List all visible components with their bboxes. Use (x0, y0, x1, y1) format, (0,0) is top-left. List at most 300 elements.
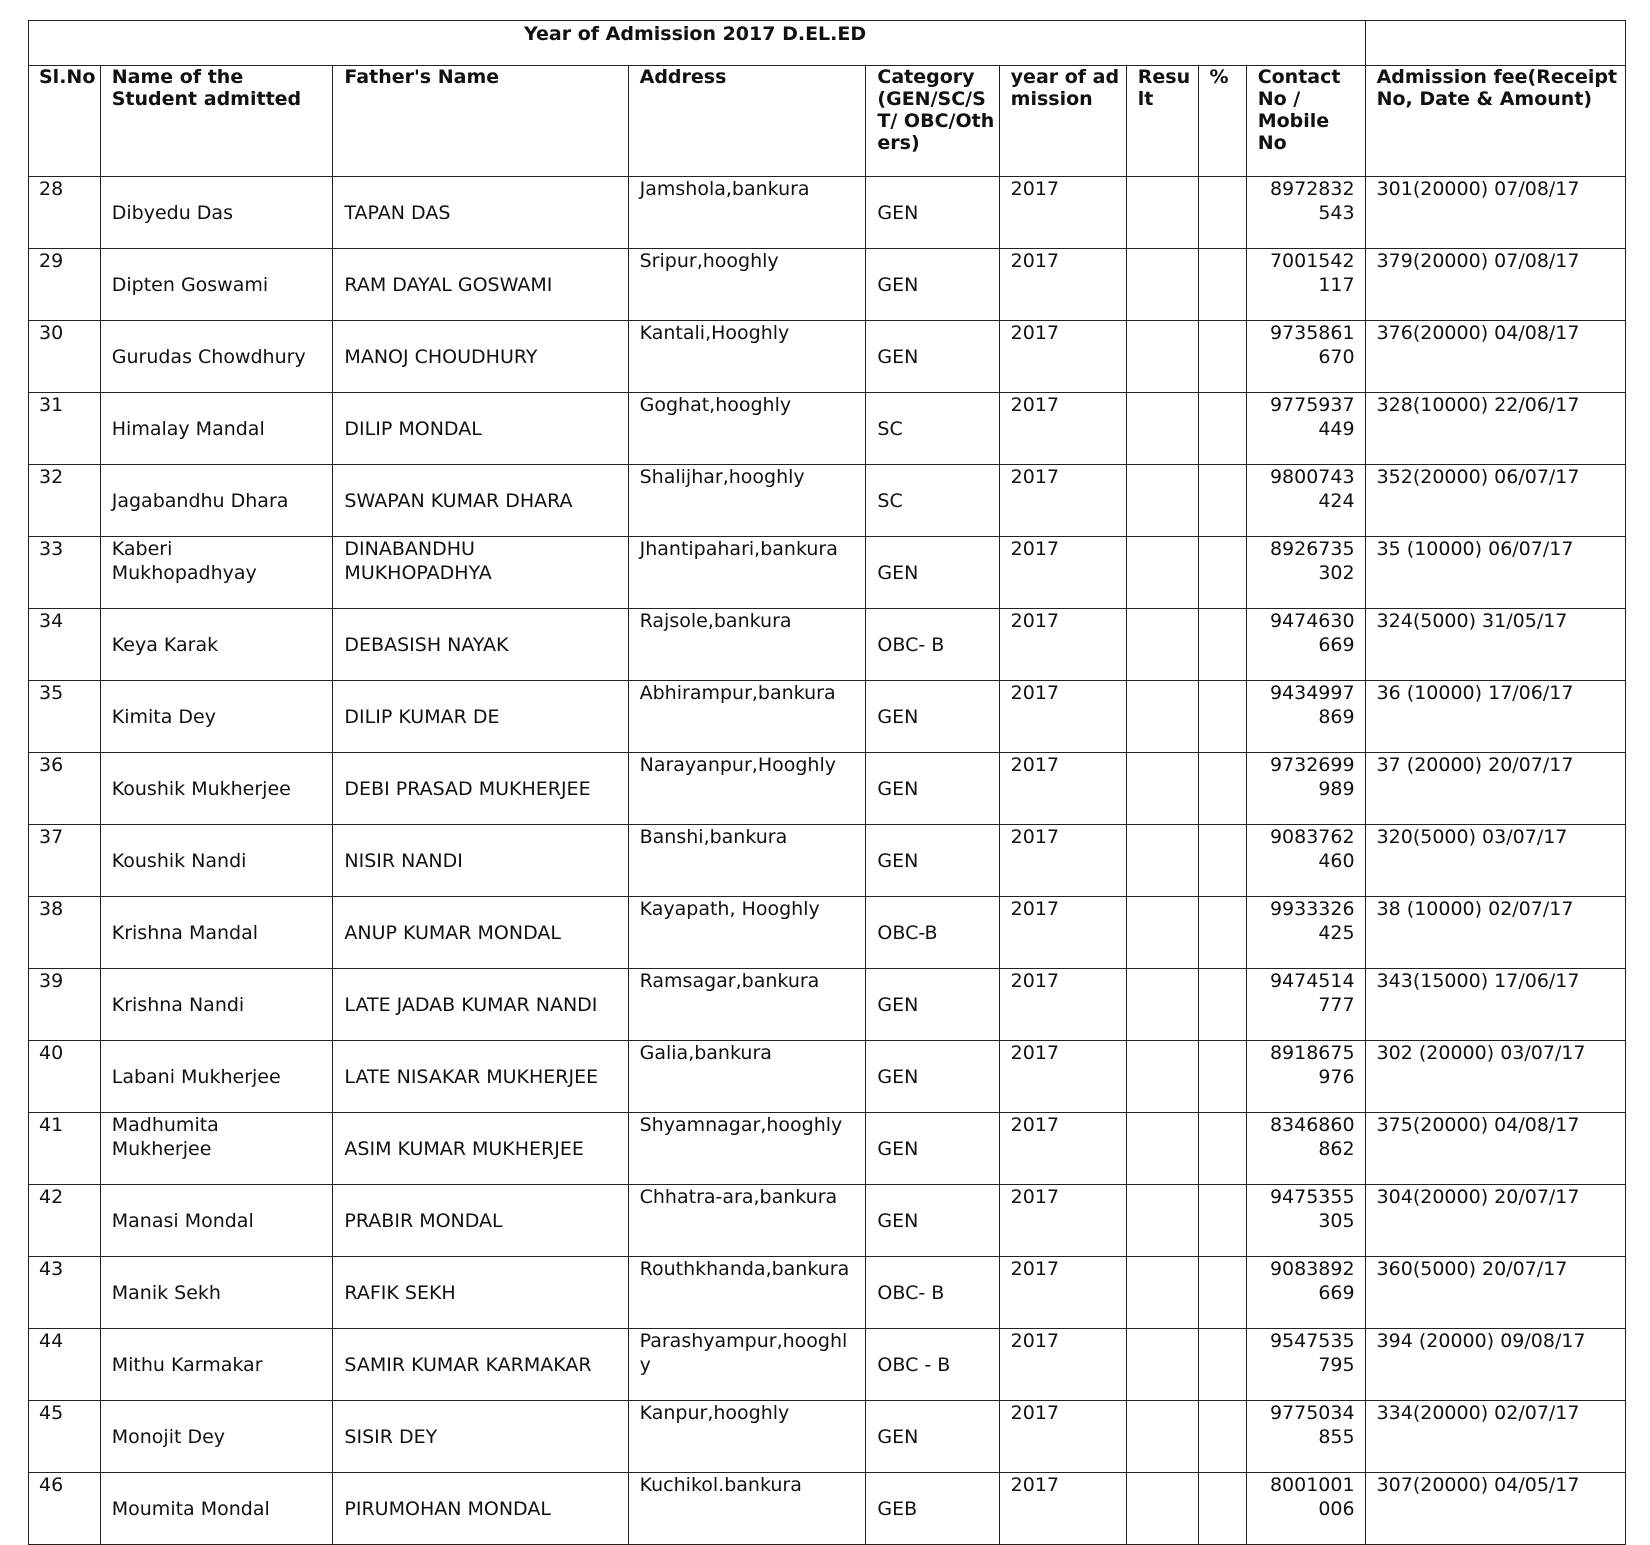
cell-contact (1246, 249, 1365, 321)
slno-value: 44 (39, 1330, 64, 1352)
category: GEN (877, 346, 919, 368)
cell-father-name (333, 1113, 628, 1185)
table-row (29, 321, 1626, 393)
cell-slno (29, 1329, 101, 1401)
cell-father-name (333, 393, 628, 465)
category: OBC- B (877, 1282, 945, 1304)
admission-fee: 352(20000) 06/07/17 (1376, 466, 1580, 488)
category: SC (877, 418, 903, 440)
cell-admission-fee (1365, 393, 1625, 465)
admission-fee: 38 (10000) 02/07/17 (1376, 898, 1574, 920)
category: GEN (877, 202, 919, 224)
percent-value (1210, 537, 1242, 561)
percent-value (1210, 1473, 1242, 1497)
father-name: LATE JADAB KUMAR NANDI (344, 994, 598, 1016)
contact-number-part: 9775937 (1269, 394, 1355, 416)
title-row (29, 21, 1626, 66)
cell-father-name (333, 537, 628, 609)
cell-contact (1246, 321, 1365, 393)
cell-contact (1246, 465, 1365, 537)
cell-admission-fee (1365, 537, 1625, 609)
slno-value: 41 (39, 1114, 64, 1136)
cell-father-name (333, 969, 628, 1041)
cell-percent (1198, 1113, 1246, 1185)
header-category: Category (GEN/SC/ST/ OBC/Others) (866, 66, 999, 177)
table-row (29, 1473, 1626, 1545)
cell-slno (29, 681, 101, 753)
slno-value: 34 (39, 610, 64, 632)
cell-result (1126, 321, 1198, 393)
cell-category (866, 177, 999, 249)
father-name-line: DINABANDHU (344, 538, 475, 560)
cell-slno (29, 177, 101, 249)
cell-address (628, 465, 866, 537)
percent-value (1210, 753, 1242, 777)
admission-fee: 302 (20000) 03/07/17 (1376, 1042, 1586, 1064)
admission-year: 2017 (1010, 1114, 1060, 1136)
cell-address (628, 177, 866, 249)
admission-year: 2017 (1010, 322, 1060, 344)
address: Rajsole,bankura (639, 610, 792, 632)
table-row (29, 609, 1626, 681)
contact-number-part: 8926735 (1269, 538, 1355, 560)
student-name: Jagabandhu Dhara (111, 490, 289, 512)
cell-slno (29, 1113, 101, 1185)
father-name: MANOJ CHOUDHURY (344, 346, 538, 368)
cell-admission-fee (1365, 681, 1625, 753)
cell-admission-fee (1365, 1185, 1625, 1257)
contact-number-part: 9083762 (1269, 826, 1355, 848)
category: GEN (877, 1210, 919, 1232)
admission-fee: 320(5000) 03/07/17 (1376, 826, 1568, 848)
result-value (1138, 681, 1194, 705)
cell-address (628, 1257, 866, 1329)
contact-number-part: 9732699 (1269, 754, 1355, 776)
admission-year: 2017 (1010, 1474, 1060, 1496)
cell-result (1126, 1401, 1198, 1473)
cell-student-name (100, 897, 333, 969)
father-name-line: MUKHOPADHYA (344, 562, 492, 584)
cell-year (999, 1401, 1126, 1473)
contact-number-part: 855 (1318, 1426, 1355, 1448)
header-name: Name of the Student admitted (100, 66, 333, 177)
cell-category (866, 1041, 999, 1113)
slno-value: 29 (39, 250, 64, 272)
admission-year: 2017 (1010, 970, 1060, 992)
cell-year (999, 753, 1126, 825)
contact-number-part: 862 (1318, 1138, 1355, 1160)
cell-category (866, 753, 999, 825)
cell-contact (1246, 177, 1365, 249)
contact-number-part: 006 (1318, 1498, 1355, 1520)
table-row (29, 753, 1626, 825)
result-value (1138, 1257, 1194, 1281)
student-name: Koushik Mukherjee (111, 778, 291, 800)
cell-contact (1246, 1185, 1365, 1257)
cell-father-name (333, 1185, 628, 1257)
cell-percent (1198, 1329, 1246, 1401)
slno-value: 33 (39, 538, 64, 560)
cell-contact (1246, 753, 1365, 825)
category: GEN (877, 994, 919, 1016)
cell-address (628, 681, 866, 753)
cell-father-name (333, 1401, 628, 1473)
percent-value (1210, 897, 1242, 921)
admission-year: 2017 (1010, 682, 1060, 704)
student-name: Manasi Mondal (111, 1210, 254, 1232)
admission-fee: 37 (20000) 20/07/17 (1376, 754, 1574, 776)
cell-address (628, 969, 866, 1041)
cell-contact (1246, 537, 1365, 609)
slno-value: 45 (39, 1402, 64, 1424)
cell-result (1126, 1185, 1198, 1257)
father-name: DILIP KUMAR DE (344, 706, 500, 728)
admission-year: 2017 (1010, 1042, 1060, 1064)
cell-category (866, 393, 999, 465)
address-line: Parashyampur,hooghl (639, 1330, 848, 1352)
cell-year (999, 321, 1126, 393)
title-cell (29, 21, 1366, 66)
slno-value: 28 (39, 178, 64, 200)
cell-result (1126, 969, 1198, 1041)
contact-number-part: 8001001 (1269, 1474, 1355, 1496)
cell-admission-fee (1365, 249, 1625, 321)
table-row (29, 1329, 1626, 1401)
table-row (29, 1113, 1626, 1185)
contact-number-part: 9475355 (1269, 1186, 1355, 1208)
cell-percent (1198, 681, 1246, 753)
result-value (1138, 753, 1194, 777)
cell-student-name (100, 321, 333, 393)
contact-number-part: 460 (1318, 850, 1355, 872)
cell-percent (1198, 1401, 1246, 1473)
cell-category (866, 1257, 999, 1329)
cell-contact (1246, 393, 1365, 465)
cell-address (628, 393, 866, 465)
cell-slno (29, 1257, 101, 1329)
cell-student-name (100, 465, 333, 537)
cell-admission-fee (1365, 1473, 1625, 1545)
address: Sripur,hooghly (639, 250, 779, 272)
cell-student-name (100, 1185, 333, 1257)
result-value (1138, 1113, 1194, 1137)
contact-number-part: 869 (1318, 706, 1355, 728)
table-row (29, 537, 1626, 609)
cell-admission-fee (1365, 1257, 1625, 1329)
cell-percent (1198, 393, 1246, 465)
cell-category (866, 681, 999, 753)
cell-category (866, 1473, 999, 1545)
student-name: Labani Mukherjee (111, 1066, 281, 1088)
cell-father-name (333, 753, 628, 825)
cell-percent (1198, 465, 1246, 537)
cell-contact (1246, 1113, 1365, 1185)
cell-year (999, 681, 1126, 753)
cell-result (1126, 681, 1198, 753)
category: GEN (877, 850, 919, 872)
category: GEN (877, 706, 919, 728)
address: Goghat,hooghly (639, 394, 792, 416)
slno-value: 36 (39, 754, 64, 776)
percent-value (1210, 1401, 1242, 1425)
cell-result (1126, 1113, 1198, 1185)
cell-slno (29, 249, 101, 321)
result-value (1138, 1041, 1194, 1065)
cell-address (628, 897, 866, 969)
admission-fee: 36 (10000) 17/06/17 (1376, 682, 1574, 704)
cell-admission-fee (1365, 1113, 1625, 1185)
cell-address (628, 1401, 866, 1473)
cell-admission-fee (1365, 609, 1625, 681)
table-row (29, 681, 1626, 753)
cell-category (866, 1329, 999, 1401)
header-slno: Sl.No (29, 66, 101, 177)
father-name: SAMIR KUMAR KARMAKAR (344, 1354, 592, 1376)
address: Routhkhanda,bankura (639, 1258, 850, 1280)
header-percent: % (1198, 66, 1246, 177)
cell-father-name (333, 1473, 628, 1545)
address: Jamshola,bankura (639, 178, 810, 200)
address: Shalijhar,hooghly (639, 466, 805, 488)
cell-contact (1246, 897, 1365, 969)
percent-value (1210, 969, 1242, 993)
result-value (1138, 969, 1194, 993)
father-name: DEBASISH NAYAK (344, 634, 509, 656)
cell-result (1126, 177, 1198, 249)
contact-number-part: 8346860 (1269, 1114, 1355, 1136)
cell-father-name (333, 177, 628, 249)
contact-number-part: 669 (1318, 1282, 1355, 1304)
contact-number-part: 795 (1318, 1354, 1355, 1376)
cell-admission-fee (1365, 321, 1625, 393)
cell-result (1126, 537, 1198, 609)
address-line: y (639, 1354, 651, 1376)
admission-fee: 328(10000) 22/06/17 (1376, 394, 1580, 416)
admission-fee: 334(20000) 02/07/17 (1376, 1402, 1580, 1424)
header-father: Father's Name (333, 66, 628, 177)
page-title: Year of Admission 2017 D.EL.ED (524, 23, 867, 45)
header-year: year of admission (999, 66, 1126, 177)
address: Banshi,bankura (639, 826, 788, 848)
percent-value (1210, 825, 1242, 849)
slno-value: 46 (39, 1474, 64, 1496)
category: GEB (877, 1498, 918, 1520)
cell-slno (29, 1473, 101, 1545)
father-name: RAFIK SEKH (344, 1282, 456, 1304)
cell-result (1126, 897, 1198, 969)
cell-student-name (100, 825, 333, 897)
contact-number-part: 7001542 (1269, 250, 1355, 272)
cell-category (866, 969, 999, 1041)
percent-value (1210, 1329, 1242, 1353)
cell-father-name (333, 249, 628, 321)
admission-year: 2017 (1010, 1186, 1060, 1208)
contact-number-part: 9547535 (1269, 1330, 1355, 1352)
cell-category (866, 321, 999, 393)
address: Kantali,Hooghly (639, 322, 790, 344)
cell-category (866, 465, 999, 537)
address: Kayapath, Hooghly (639, 898, 820, 920)
cell-percent (1198, 825, 1246, 897)
cell-admission-fee (1365, 753, 1625, 825)
admission-year: 2017 (1010, 1402, 1060, 1424)
student-name-line: Mukherjee (111, 1138, 212, 1160)
title-side-cell (1365, 21, 1625, 66)
cell-student-name (100, 681, 333, 753)
category: OBC- B (877, 634, 945, 656)
category: GEN (877, 274, 919, 296)
header-contact: Contact No / Mobile No (1246, 66, 1365, 177)
result-value (1138, 897, 1194, 921)
cell-contact (1246, 681, 1365, 753)
cell-result (1126, 465, 1198, 537)
cell-category (866, 1185, 999, 1257)
result-value (1138, 321, 1194, 345)
cell-year (999, 825, 1126, 897)
slno-value: 40 (39, 1042, 64, 1064)
result-value (1138, 1329, 1194, 1353)
cell-admission-fee (1365, 825, 1625, 897)
admission-fee: 376(20000) 04/08/17 (1376, 322, 1580, 344)
slno-value: 30 (39, 322, 64, 344)
cell-year (999, 897, 1126, 969)
cell-father-name (333, 897, 628, 969)
cell-student-name (100, 609, 333, 681)
cell-slno (29, 1185, 101, 1257)
student-name: Krishna Nandi (111, 994, 245, 1016)
cell-slno (29, 609, 101, 681)
cell-student-name (100, 753, 333, 825)
cell-address (628, 609, 866, 681)
cell-year (999, 1185, 1126, 1257)
cell-student-name (100, 1257, 333, 1329)
cell-contact (1246, 1473, 1365, 1545)
cell-father-name (333, 1329, 628, 1401)
admission-year: 2017 (1010, 250, 1060, 272)
category: OBC-B (877, 922, 938, 944)
address: Kuchikol.bankura (639, 1474, 802, 1496)
cell-student-name (100, 1473, 333, 1545)
cell-admission-fee (1365, 1401, 1625, 1473)
student-name: Mithu Karmakar (111, 1354, 263, 1376)
cell-contact (1246, 1329, 1365, 1401)
slno-value: 35 (39, 682, 64, 704)
percent-value (1210, 321, 1242, 345)
cell-contact (1246, 825, 1365, 897)
student-name: Dibyedu Das (111, 202, 233, 224)
cell-result (1126, 609, 1198, 681)
percent-value (1210, 177, 1242, 201)
address: Shyamnagar,hooghly (639, 1114, 843, 1136)
percent-value (1210, 1257, 1242, 1281)
result-value (1138, 177, 1194, 201)
cell-admission-fee (1365, 465, 1625, 537)
cell-student-name (100, 249, 333, 321)
admission-year: 2017 (1010, 826, 1060, 848)
admission-year: 2017 (1010, 538, 1060, 560)
header-address: Address (628, 66, 866, 177)
cell-contact (1246, 609, 1365, 681)
cell-student-name (100, 1329, 333, 1401)
cell-student-name (100, 537, 333, 609)
slno-value: 32 (39, 466, 64, 488)
cell-year (999, 1329, 1126, 1401)
admission-fee: 324(5000) 31/05/17 (1376, 610, 1568, 632)
category: GEN (877, 1426, 919, 1448)
table-row (29, 465, 1626, 537)
cell-slno (29, 321, 101, 393)
cell-year (999, 969, 1126, 1041)
cell-address (628, 249, 866, 321)
table-row (29, 1401, 1626, 1473)
student-name-line: Madhumita (111, 1114, 219, 1136)
cell-result (1126, 393, 1198, 465)
admission-fee: 343(15000) 17/06/17 (1376, 970, 1580, 992)
father-name: ASIM KUMAR MUKHERJEE (344, 1138, 584, 1160)
father-name: DEBI PRASAD MUKHERJEE (344, 778, 591, 800)
result-value (1138, 1185, 1194, 1209)
contact-number-part: 8972832 (1269, 178, 1355, 200)
student-name-line: Mukhopadhyay (111, 562, 257, 584)
contact-number-part: 117 (1318, 274, 1355, 296)
cell-slno (29, 825, 101, 897)
percent-value (1210, 465, 1242, 489)
cell-father-name (333, 321, 628, 393)
address: Ramsagar,bankura (639, 970, 820, 992)
cell-year (999, 537, 1126, 609)
result-value (1138, 825, 1194, 849)
percent-value (1210, 609, 1242, 633)
cell-address (628, 1473, 866, 1545)
result-value (1138, 1473, 1194, 1497)
father-name: LATE NISAKAR MUKHERJEE (344, 1066, 599, 1088)
contact-number-part: 669 (1318, 634, 1355, 656)
student-name: Kimita Dey (111, 706, 216, 728)
address: Abhirampur,bankura (639, 682, 836, 704)
cell-category (866, 537, 999, 609)
admission-fee: 394 (20000) 09/08/17 (1376, 1330, 1586, 1352)
contact-number-part: 8918675 (1269, 1042, 1355, 1064)
admission-fee: 35 (10000) 06/07/17 (1376, 538, 1574, 560)
student-name: Koushik Nandi (111, 850, 247, 872)
father-name: RAM DAYAL GOSWAMI (344, 274, 553, 296)
cell-result (1126, 825, 1198, 897)
table-row (29, 1257, 1626, 1329)
cell-year (999, 1113, 1126, 1185)
admission-year: 2017 (1010, 466, 1060, 488)
header-result: Result (1126, 66, 1198, 177)
admission-year: 2017 (1010, 898, 1060, 920)
cell-father-name (333, 609, 628, 681)
cell-address (628, 321, 866, 393)
father-name: SISIR DEY (344, 1426, 438, 1448)
cell-contact (1246, 1041, 1365, 1113)
cell-slno (29, 897, 101, 969)
contact-number-part: 777 (1318, 994, 1355, 1016)
cell-category (866, 897, 999, 969)
admission-fee: 307(20000) 04/05/17 (1376, 1474, 1580, 1496)
table-row (29, 1041, 1626, 1113)
student-name: Himalay Mandal (111, 418, 265, 440)
address: Galia,bankura (639, 1042, 772, 1064)
cell-result (1126, 1257, 1198, 1329)
student-name: Dipten Goswami (111, 274, 269, 296)
cell-percent (1198, 1473, 1246, 1545)
admission-year: 2017 (1010, 754, 1060, 776)
cell-percent (1198, 249, 1246, 321)
contact-number-part: 9083892 (1269, 1258, 1355, 1280)
cell-address (628, 753, 866, 825)
